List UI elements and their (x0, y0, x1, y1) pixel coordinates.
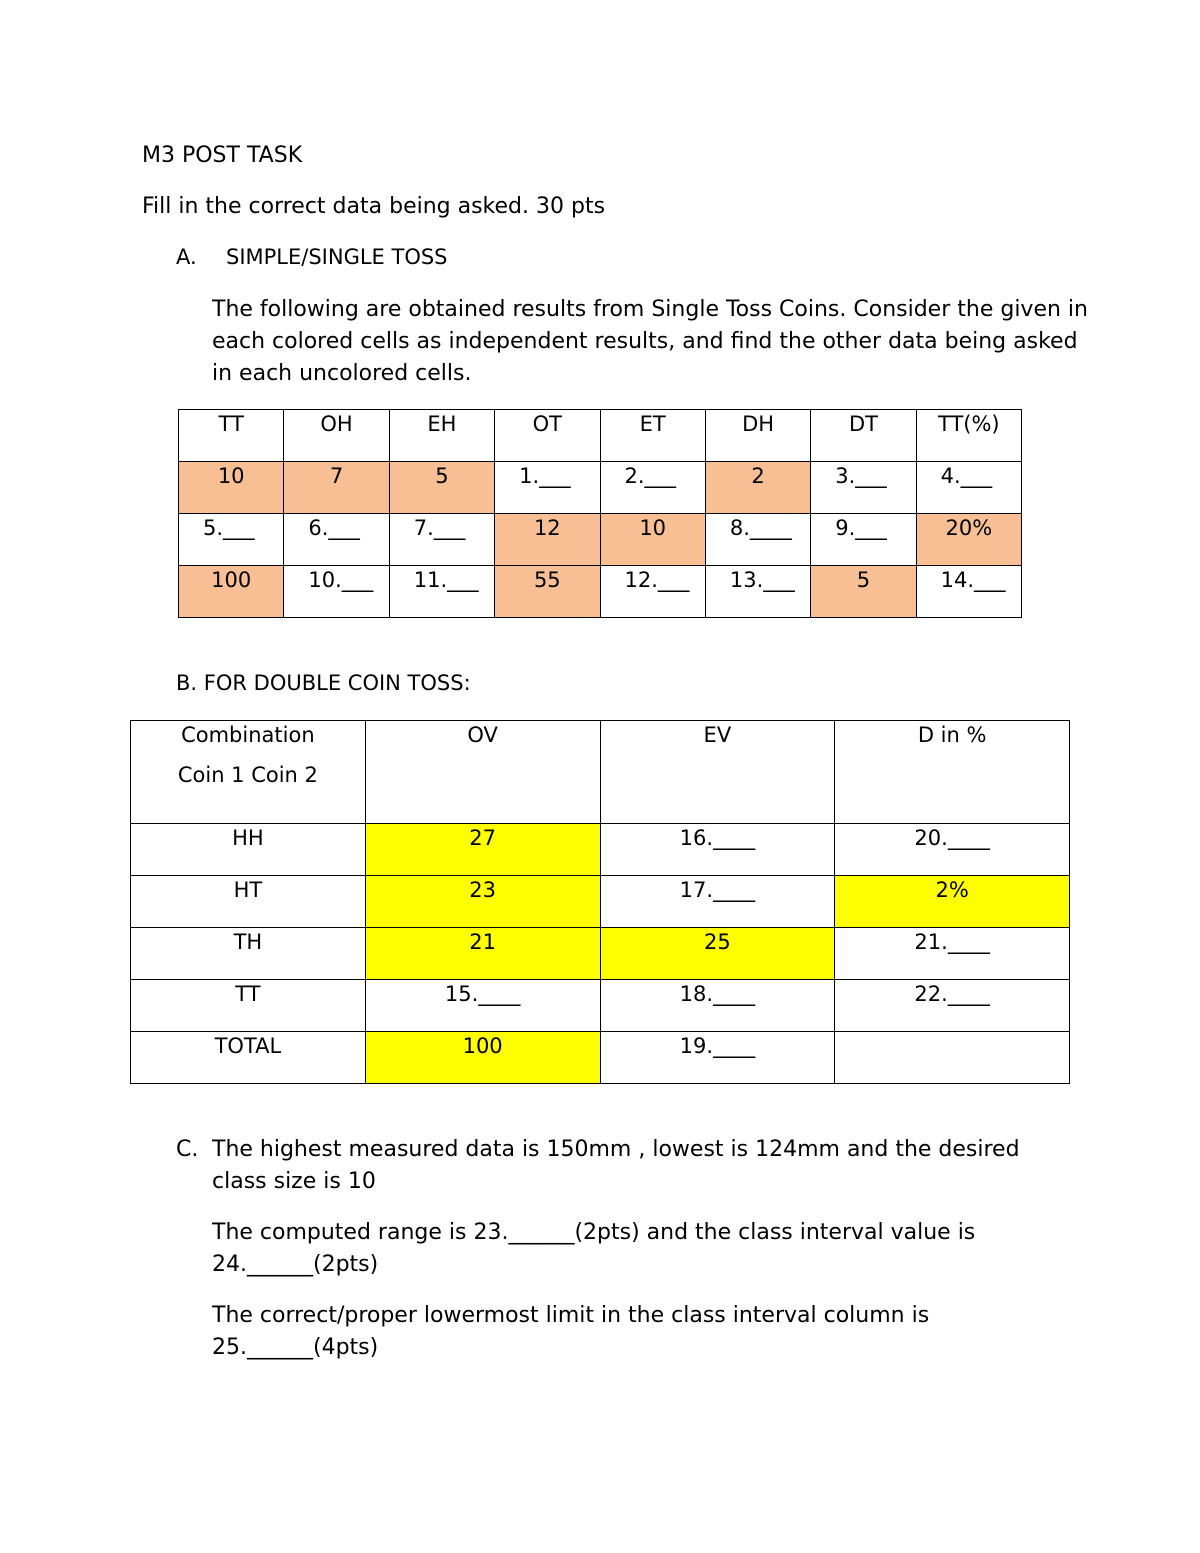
page-title: M3 POST TASK (142, 143, 303, 168)
answer-cell[interactable]: 22.____ (835, 980, 1070, 1032)
header-cell-combination (131, 721, 366, 824)
section-b-heading (176, 671, 471, 695)
section-c (176, 1134, 1076, 1198)
answer-cell[interactable]: 14.___ (916, 566, 1021, 618)
table-row (179, 462, 1022, 514)
header-cell: ET (600, 410, 705, 462)
table-row (131, 980, 1070, 1032)
coins-label: Coin 1 Coin 2 (177, 763, 318, 787)
table-row (131, 876, 1070, 928)
combination-cell: TH (131, 928, 366, 980)
section-a-title: SIMPLE/SINGLE TOSS (226, 245, 448, 269)
answer-cell[interactable]: 15.____ (365, 980, 600, 1032)
given-cell: 10 (179, 462, 284, 514)
given-cell: 55 (495, 566, 600, 618)
table-row (179, 514, 1022, 566)
combination-label: Combination (181, 723, 315, 747)
section-a-paragraph: The following are obtained results from Single Toss Coins. Consider the given in each colored cells as independent results, and find the other data being asked in each uncolored cells. (212, 297, 1088, 386)
header-cell: DT (811, 410, 916, 462)
section-a-heading (176, 245, 448, 269)
answer-cell[interactable]: 17.____ (600, 876, 835, 928)
range-question: The computed range is 23.______(2pts) and the class interval value is 24.______(2pts) (212, 1220, 976, 1277)
section-b-title: FOR DOUBLE COIN TOSS: (203, 671, 471, 695)
answer-cell[interactable]: 20.____ (835, 824, 1070, 876)
given-cell: 100 (179, 566, 284, 618)
instructions: Fill in the correct data being asked. 30 pts (142, 194, 606, 219)
given-cell: 21 (365, 928, 600, 980)
combination-cell: HT (131, 876, 366, 928)
single-toss-table (178, 409, 1022, 618)
table-row (131, 1032, 1070, 1084)
given-cell: 2 (705, 462, 810, 514)
answer-cell[interactable]: 8.____ (705, 514, 810, 566)
header-cell: OH (284, 410, 389, 462)
header-cell: OT (495, 410, 600, 462)
answer-cell[interactable]: 12.___ (600, 566, 705, 618)
given-cell: 5 (389, 462, 494, 514)
answer-cell[interactable]: 13.___ (705, 566, 810, 618)
header-cell: TT(%) (916, 410, 1021, 462)
table-header-row (179, 410, 1022, 462)
answer-cell[interactable]: 5.___ (179, 514, 284, 566)
answer-cell[interactable]: 10.___ (284, 566, 389, 618)
answer-cell[interactable]: 18.____ (600, 980, 835, 1032)
header-cell: DH (705, 410, 810, 462)
header-cell-d: D in % (835, 721, 1070, 824)
given-cell: 2% (835, 876, 1070, 928)
header-cell-ov: OV (365, 721, 600, 824)
given-cell: 10 (600, 514, 705, 566)
empty-cell (835, 1032, 1070, 1084)
given-cell: 100 (365, 1032, 600, 1084)
section-c-question: The highest measured data is 150mm , lowest is 124mm and the desired class size is 10 (212, 1137, 1020, 1194)
answer-cell[interactable]: 16.____ (600, 824, 835, 876)
answer-cell[interactable]: 3.___ (811, 462, 916, 514)
section-c-letter: C. (176, 1137, 199, 1162)
double-toss-table (130, 720, 1070, 1084)
header-cell: TT (179, 410, 284, 462)
table-row (179, 566, 1022, 618)
answer-cell[interactable]: 21.____ (835, 928, 1070, 980)
answer-cell[interactable]: 7.___ (389, 514, 494, 566)
given-cell: 23 (365, 876, 600, 928)
answer-cell[interactable]: 9.___ (811, 514, 916, 566)
answer-cell[interactable]: 2.___ (600, 462, 705, 514)
combination-cell: TOTAL (131, 1032, 366, 1084)
header-cell: EH (389, 410, 494, 462)
answer-cell[interactable]: 19.____ (600, 1032, 835, 1084)
table-row (131, 824, 1070, 876)
given-cell: 5 (811, 566, 916, 618)
answer-cell[interactable]: 4.___ (916, 462, 1021, 514)
given-cell: 27 (365, 824, 600, 876)
given-cell: 20% (916, 514, 1021, 566)
answer-cell[interactable]: 1.___ (495, 462, 600, 514)
header-cell-ev: EV (600, 721, 835, 824)
given-cell: 12 (495, 514, 600, 566)
section-b-letter: B. (176, 671, 198, 695)
given-cell: 7 (284, 462, 389, 514)
table-header-row (131, 721, 1070, 824)
answer-cell[interactable]: 6.___ (284, 514, 389, 566)
section-a-letter: A. (176, 245, 197, 269)
table-row (131, 928, 1070, 980)
answer-cell[interactable]: 11.___ (389, 566, 494, 618)
combination-cell: HH (131, 824, 366, 876)
combination-cell: TT (131, 980, 366, 1032)
given-cell: 25 (600, 928, 835, 980)
lower-limit-question: The correct/proper lowermost limit in the class interval column is 25.______(4pts) (212, 1303, 930, 1360)
